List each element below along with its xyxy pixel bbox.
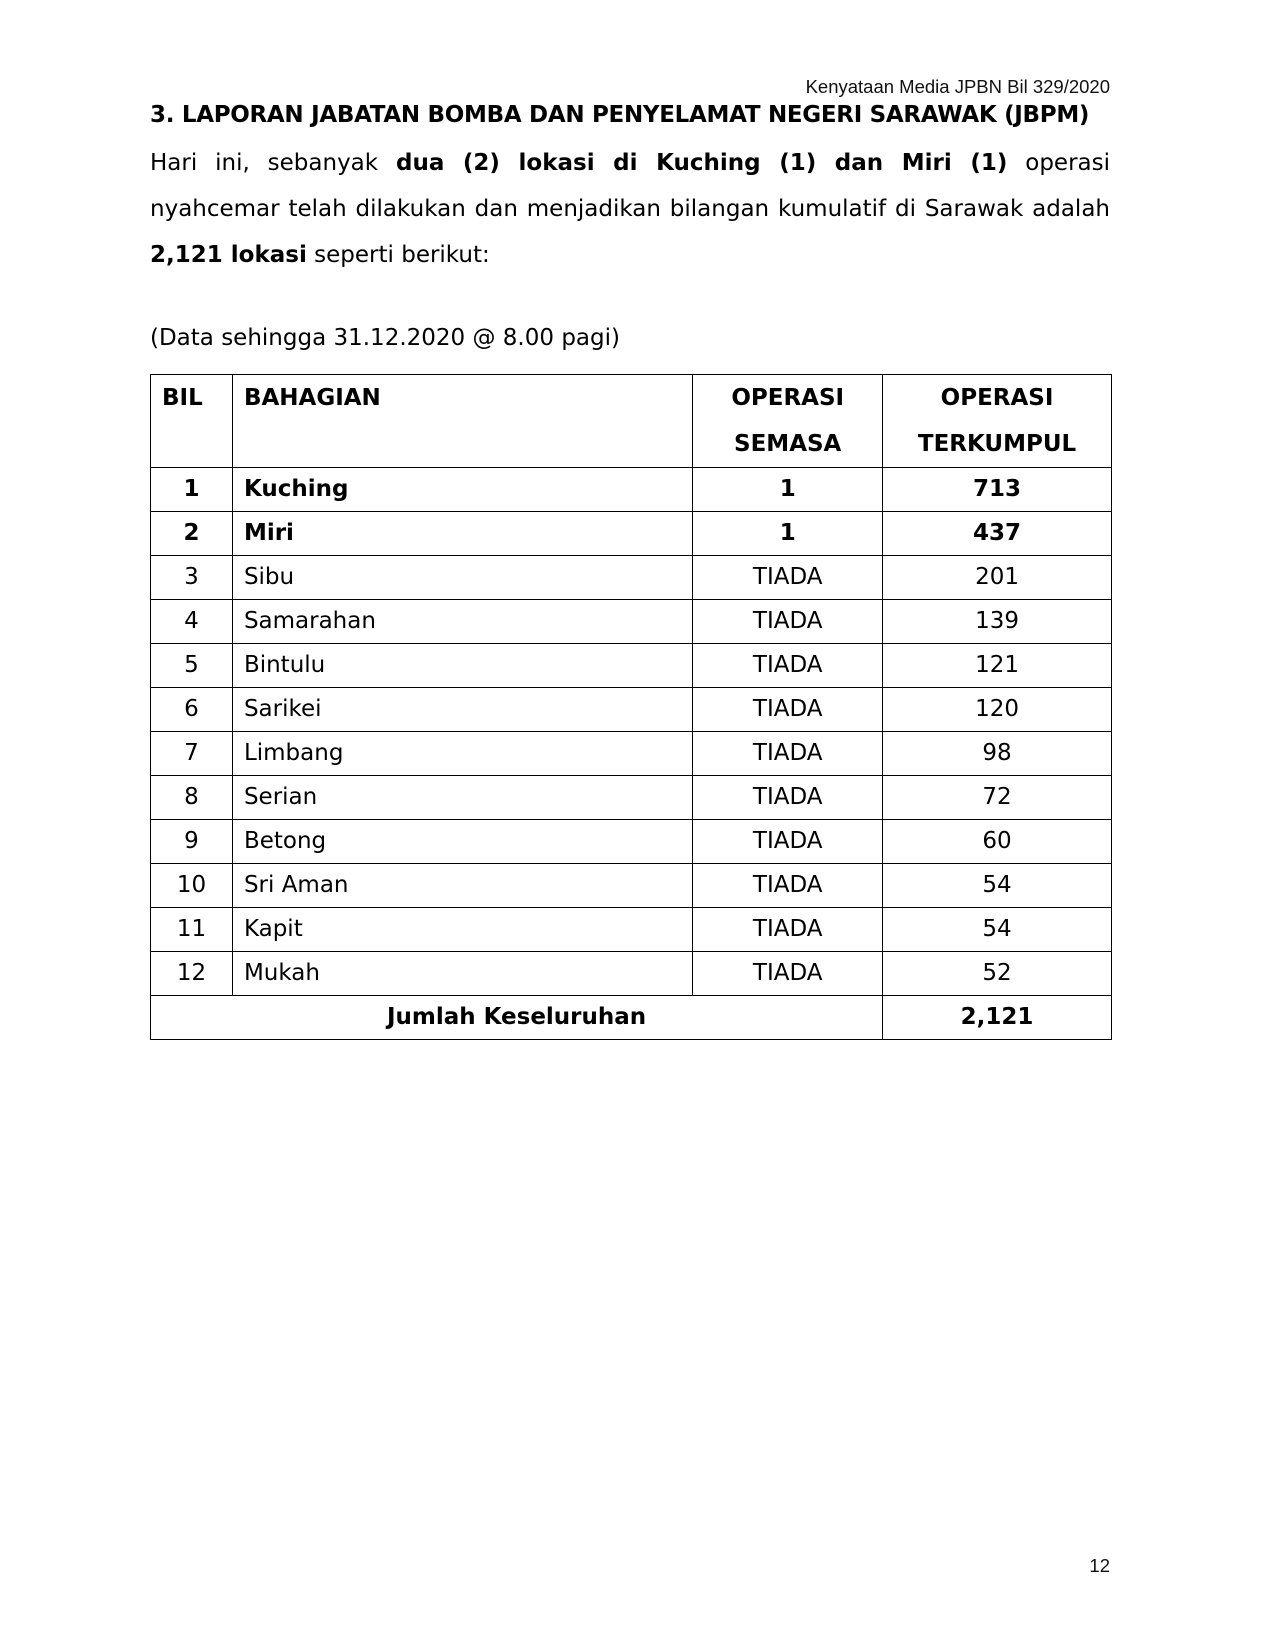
table-row [151,468,1112,512]
table-row [151,864,1112,908]
cell-operasi-terkumpul: 713 [883,468,1112,512]
cell-bahagian: Serian [232,776,692,820]
page-number: 12 [1089,1555,1110,1576]
cell-operasi-semasa: TIADA [693,864,883,908]
cell-operasi-terkumpul: 437 [883,512,1112,556]
table-header-row [151,375,1112,468]
cell-operasi-terkumpul: 60 [883,820,1112,864]
table-row [151,512,1112,556]
total-label: Jumlah Keseluruhan [151,996,883,1040]
intro-text-1: Hari ini, sebanyak [150,150,396,176]
cell-bil: 8 [151,776,233,820]
cell-operasi-terkumpul: 52 [883,952,1112,996]
cell-bil: 4 [151,600,233,644]
cell-bahagian: Betong [232,820,692,864]
cell-operasi-terkumpul: 120 [883,688,1112,732]
table-body [151,468,1112,996]
table-row [151,820,1112,864]
cell-operasi-semasa: TIADA [693,600,883,644]
cell-bahagian: Kuching [232,468,692,512]
cell-operasi-terkumpul: 72 [883,776,1112,820]
cell-bahagian: Mukah [232,952,692,996]
intro-bold-locations: dua (2) lokasi di Kuching (1) dan Miri (1) [395,150,1008,176]
table-row [151,776,1112,820]
intro-paragraph [150,140,1110,278]
cell-operasi-terkumpul: 121 [883,644,1112,688]
cell-operasi-terkumpul: 54 [883,908,1112,952]
header-operasi-semasa [693,375,883,468]
cell-bil: 7 [151,732,233,776]
cell-operasi-semasa: 1 [693,468,883,512]
header-semasa-line1: OPERASI [731,385,845,411]
document-reference: Kenyataan Media JPBN Bil 329/2020 [805,76,1110,97]
table-row [151,732,1112,776]
cell-bahagian: Kapit [232,908,692,952]
cell-bil: 1 [151,468,233,512]
total-value: 2,121 [883,996,1112,1040]
intro-text-2: operasi nyahcemar telah dilakukan dan menjadikan bilangan kumulatif di Sarawak adalah [150,150,1110,222]
header-terkumpul-line1: OPERASI [940,385,1054,411]
cell-operasi-terkumpul: 139 [883,600,1112,644]
cell-operasi-terkumpul: 201 [883,556,1112,600]
cell-bahagian: Samarahan [232,600,692,644]
header-bahagian: BAHAGIAN [232,375,692,468]
header-bil: BIL [151,375,233,468]
cell-operasi-semasa: TIADA [693,952,883,996]
cell-bahagian: Sri Aman [232,864,692,908]
cell-bil: 6 [151,688,233,732]
cell-operasi-semasa: TIADA [693,908,883,952]
cell-bil: 11 [151,908,233,952]
data-date-note: (Data sehingga 31.12.2020 @ 8.00 pagi) [150,325,620,351]
cell-bahagian: Sibu [232,556,692,600]
cell-operasi-semasa: 1 [693,512,883,556]
header-semasa-line2: SEMASA [734,431,842,457]
cell-operasi-semasa: TIADA [693,556,883,600]
cell-operasi-semasa: TIADA [693,644,883,688]
section-title: 3. LAPORAN JABATAN BOMBA DAN PENYELAMAT NEGERI SARAWAK (JBPM) [150,102,1090,128]
cell-operasi-semasa: TIADA [693,732,883,776]
cell-bil: 9 [151,820,233,864]
header-terkumpul-line2: TERKUMPUL [917,431,1077,457]
intro-text-3: seperti berikut: [306,242,490,268]
header-operasi-terkumpul [883,375,1112,468]
table-row [151,600,1112,644]
table-row [151,952,1112,996]
table-row [151,644,1112,688]
cell-bahagian: Sarikei [232,688,692,732]
cell-operasi-terkumpul: 54 [883,864,1112,908]
cell-operasi-terkumpul: 98 [883,732,1112,776]
cell-bahagian: Limbang [232,732,692,776]
table-total-row [151,996,1112,1040]
intro-bold-total: 2,121 lokasi [150,242,307,268]
table-row [151,556,1112,600]
cell-bil: 2 [151,512,233,556]
table-row [151,908,1112,952]
cell-bahagian: Bintulu [232,644,692,688]
cell-operasi-semasa: TIADA [693,688,883,732]
cell-bil: 12 [151,952,233,996]
cell-operasi-semasa: TIADA [693,776,883,820]
cell-bil: 5 [151,644,233,688]
cell-bahagian: Miri [232,512,692,556]
cell-operasi-semasa: TIADA [693,820,883,864]
operations-table [150,374,1112,1040]
cell-bil: 10 [151,864,233,908]
table-row [151,688,1112,732]
cell-bil: 3 [151,556,233,600]
